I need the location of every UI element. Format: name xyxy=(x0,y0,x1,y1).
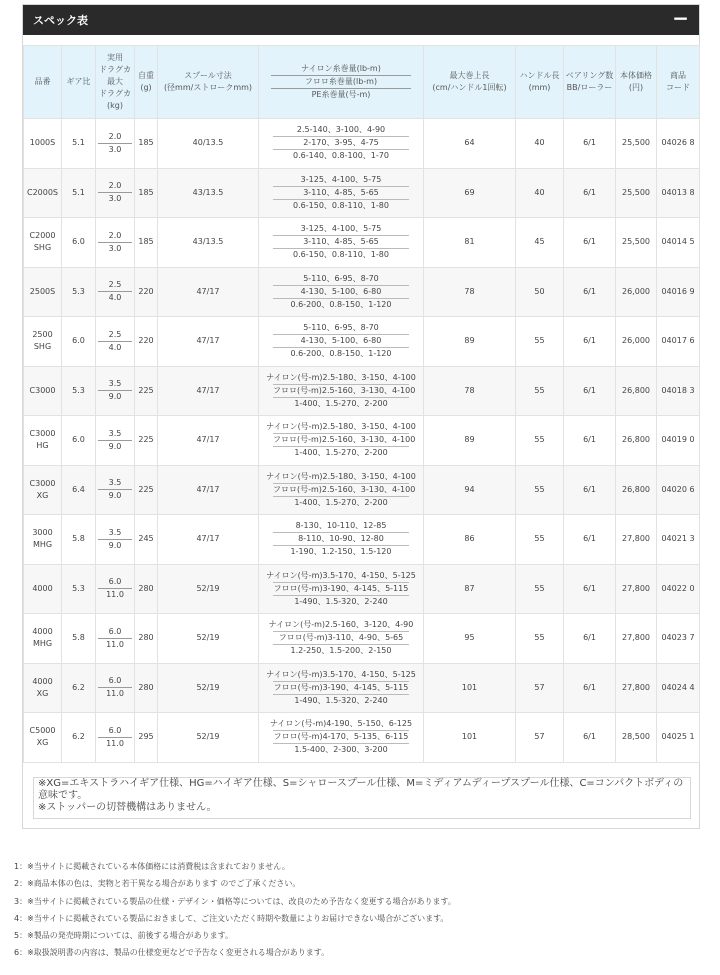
header-part-no: 品番 xyxy=(24,46,62,119)
cell-max-wind: 87 xyxy=(424,564,516,614)
cell-price: 26,800 xyxy=(616,366,657,416)
cell-handle: 40 xyxy=(516,119,564,169)
cell-drag: 2.5 4.0 xyxy=(96,317,135,367)
cell-handle: 55 xyxy=(516,416,564,466)
cell-price: 25,500 xyxy=(616,168,657,218)
cell-price: 26,000 xyxy=(616,317,657,367)
cell-handle: 40 xyxy=(516,168,564,218)
note-abbreviations: ※XG=エキストラハイギア仕様、HG=ハイギア仕様、S=シャロースプール仕様、M=ミディアムディープスプール仕様、C=コンパクトボディの意味です。 xyxy=(38,778,684,801)
footnote-item: 5：※製品の発売時期については、前後する場合があります。 xyxy=(14,931,233,941)
cell-bearing: 6/1 xyxy=(564,168,616,218)
table-row xyxy=(24,713,700,763)
cell-part-no: C3000 HG xyxy=(24,416,62,466)
cell-code: 04018 3 xyxy=(657,366,700,416)
cell-handle: 45 xyxy=(516,218,564,268)
cell-drag: 6.0 11.0 xyxy=(96,614,135,664)
cell-weight: 295 xyxy=(135,713,158,763)
cell-weight: 185 xyxy=(135,168,158,218)
cell-spool: 47/17 xyxy=(158,366,259,416)
spec-panel xyxy=(22,4,700,829)
cell-code: 04020 6 xyxy=(657,465,700,515)
cell-max-wind: 81 xyxy=(424,218,516,268)
cell-max-wind: 69 xyxy=(424,168,516,218)
cell-handle: 55 xyxy=(516,515,564,565)
cell-part-no: 3000 MHG xyxy=(24,515,62,565)
cell-bearing: 6/1 xyxy=(564,119,616,169)
cell-line-capacity: 3-125、4-100、5-75 3-110、4-85、5-65 0.6-150、0.8-110、1-80 xyxy=(259,218,424,268)
cell-line-capacity: ナイロン(号-m)3.5-170、4-150、5-125 フロロ(号-m)3-190、4-145、5-115 1-490、1.5-320、2-240 xyxy=(259,564,424,614)
collapse-toggle-icon[interactable]: − xyxy=(672,6,689,30)
cell-max-wind: 89 xyxy=(424,317,516,367)
cell-price: 26,800 xyxy=(616,465,657,515)
cell-spool: 47/17 xyxy=(158,267,259,317)
cell-max-wind: 78 xyxy=(424,267,516,317)
table-header-row xyxy=(24,46,700,119)
cell-max-wind: 89 xyxy=(424,416,516,466)
cell-max-wind: 78 xyxy=(424,366,516,416)
cell-code: 04013 8 xyxy=(657,168,700,218)
cell-spool: 47/17 xyxy=(158,515,259,565)
cell-bearing: 6/1 xyxy=(564,564,616,614)
cell-code: 04014 5 xyxy=(657,218,700,268)
cell-line-capacity: 5-110、6-95、8-70 4-130、5-100、6-80 0.6-200、0.8-150、1-120 xyxy=(259,317,424,367)
cell-bearing: 6/1 xyxy=(564,713,616,763)
cell-weight: 280 xyxy=(135,564,158,614)
cell-gear-ratio: 5.3 xyxy=(62,564,96,614)
cell-weight: 280 xyxy=(135,663,158,713)
cell-weight: 220 xyxy=(135,317,158,367)
header-handle: ハンドル長 (mm) xyxy=(516,46,564,119)
cell-bearing: 6/1 xyxy=(564,663,616,713)
cell-code: 04019 0 xyxy=(657,416,700,466)
cell-gear-ratio: 5.3 xyxy=(62,366,96,416)
spec-table xyxy=(23,45,700,763)
cell-handle: 55 xyxy=(516,614,564,664)
cell-line-capacity: ナイロン(号-m)4-190、5-150、6-125 フロロ(号-m)4-170、5-135、6-115 1.5-400、2-300、3-200 xyxy=(259,713,424,763)
cell-line-capacity: 5-110、6-95、8-70 4-130、5-100、6-80 0.6-200、0.8-150、1-120 xyxy=(259,267,424,317)
footnote-item: 6：※取扱説明書の内容は、製品の仕様変更などで予告なく変更される場合があります。 xyxy=(14,948,330,958)
cell-part-no: 2500 SHG xyxy=(24,317,62,367)
cell-part-no: 1000S xyxy=(24,119,62,169)
cell-part-no: 4000 xyxy=(24,564,62,614)
table-row xyxy=(24,168,700,218)
footnote-list xyxy=(14,858,714,962)
cell-drag: 3.5 9.0 xyxy=(96,366,135,416)
cell-code: 04021 3 xyxy=(657,515,700,565)
cell-gear-ratio: 6.0 xyxy=(62,317,96,367)
cell-bearing: 6/1 xyxy=(564,465,616,515)
cell-code: 04023 7 xyxy=(657,614,700,664)
table-row xyxy=(24,366,700,416)
cell-drag: 3.5 9.0 xyxy=(96,515,135,565)
cell-gear-ratio: 5.1 xyxy=(62,168,96,218)
cell-max-wind: 95 xyxy=(424,614,516,664)
cell-part-no: 4000 MHG xyxy=(24,614,62,664)
cell-price: 27,800 xyxy=(616,515,657,565)
cell-spool: 47/17 xyxy=(158,465,259,515)
cell-line-capacity: ナイロン(号-m)2.5-160、3-120、4-90 フロロ(号-m)3-110、4-90、5-65 1.2-250、1.5-200、2-150 xyxy=(259,614,424,664)
cell-bearing: 6/1 xyxy=(564,218,616,268)
cell-part-no: C2000S xyxy=(24,168,62,218)
header-code: 商品 コード xyxy=(657,46,700,119)
header-price: 本体価格 (円) xyxy=(616,46,657,119)
cell-handle: 55 xyxy=(516,465,564,515)
cell-gear-ratio: 6.0 xyxy=(62,416,96,466)
cell-bearing: 6/1 xyxy=(564,614,616,664)
cell-max-wind: 94 xyxy=(424,465,516,515)
cell-bearing: 6/1 xyxy=(564,416,616,466)
cell-spool: 52/19 xyxy=(158,663,259,713)
cell-code: 04025 1 xyxy=(657,713,700,763)
footnote-item: 2：※商品本体の色は、実物と若干異なる場合があります のでご了承ください。 xyxy=(14,879,301,889)
cell-weight: 225 xyxy=(135,465,158,515)
cell-price: 25,500 xyxy=(616,218,657,268)
cell-gear-ratio: 6.2 xyxy=(62,663,96,713)
cell-price: 26,800 xyxy=(616,416,657,466)
note-stopper: ※ストッパーの切替機構はありません。 xyxy=(38,802,217,813)
cell-line-capacity: 2.5-140、3-100、4-90 2-170、3-95、4-75 0.6-140、0.8-100、1-70 xyxy=(259,119,424,169)
cell-gear-ratio: 5.3 xyxy=(62,267,96,317)
header-max-wind: 最大巻上長 (cm/ハンドル1回転) xyxy=(424,46,516,119)
table-row xyxy=(24,564,700,614)
cell-max-wind: 101 xyxy=(424,713,516,763)
header-line-capacity: ナイロン糸巻量(lb-m) フロロ糸巻量(lb-m) PE糸巻量(号-m) xyxy=(259,46,424,119)
cell-handle: 55 xyxy=(516,564,564,614)
cell-bearing: 6/1 xyxy=(564,366,616,416)
cell-code: 04022 0 xyxy=(657,564,700,614)
cell-weight: 245 xyxy=(135,515,158,565)
cell-code: 04026 8 xyxy=(657,119,700,169)
cell-code: 04016 9 xyxy=(657,267,700,317)
cell-weight: 225 xyxy=(135,366,158,416)
cell-price: 27,800 xyxy=(616,614,657,664)
table-row xyxy=(24,218,700,268)
cell-gear-ratio: 5.1 xyxy=(62,119,96,169)
cell-drag: 2.0 3.0 xyxy=(96,119,135,169)
cell-part-no: C3000 XG xyxy=(24,465,62,515)
cell-weight: 185 xyxy=(135,218,158,268)
spec-notes xyxy=(33,777,691,819)
cell-line-capacity: ナイロン(号-m)2.5-180、3-150、4-100 フロロ(号-m)2.5-160、3-130、4-100 1-400、1.5-270、2-200 xyxy=(259,366,424,416)
cell-drag: 3.5 9.0 xyxy=(96,416,135,466)
cell-line-capacity: 3-125、4-100、5-75 3-110、4-85、5-65 0.6-150、0.8-110、1-80 xyxy=(259,168,424,218)
header-drag: 実用 ドラグカ 最大 ドラグカ (kg) xyxy=(96,46,135,119)
cell-drag: 2.0 3.0 xyxy=(96,218,135,268)
cell-drag: 2.5 4.0 xyxy=(96,267,135,317)
cell-handle: 57 xyxy=(516,713,564,763)
spec-table-body xyxy=(24,119,700,763)
table-row xyxy=(24,317,700,367)
spec-panel-header xyxy=(23,5,699,35)
cell-drag: 6.0 11.0 xyxy=(96,663,135,713)
table-row xyxy=(24,515,700,565)
table-row xyxy=(24,416,700,466)
cell-max-wind: 101 xyxy=(424,663,516,713)
cell-part-no: 4000 XG xyxy=(24,663,62,713)
table-row xyxy=(24,119,700,169)
cell-spool: 40/13.5 xyxy=(158,119,259,169)
cell-price: 28,500 xyxy=(616,713,657,763)
cell-line-capacity: 8-130、10-110、12-85 8-110、10-90、12-80 1-190、1.2-150、1.5-120 xyxy=(259,515,424,565)
cell-drag: 3.5 9.0 xyxy=(96,465,135,515)
cell-weight: 185 xyxy=(135,119,158,169)
cell-spool: 43/13.5 xyxy=(158,218,259,268)
header-bearing: ベアリング数 BB/ローラー xyxy=(564,46,616,119)
cell-spool: 47/17 xyxy=(158,317,259,367)
cell-spool: 52/19 xyxy=(158,614,259,664)
cell-handle: 55 xyxy=(516,366,564,416)
cell-spool: 52/19 xyxy=(158,713,259,763)
cell-line-capacity: ナイロン(号-m)2.5-180、3-150、4-100 フロロ(号-m)2.5-160、3-130、4-100 1-400、1.5-270、2-200 xyxy=(259,416,424,466)
cell-gear-ratio: 5.8 xyxy=(62,515,96,565)
cell-handle: 55 xyxy=(516,317,564,367)
cell-weight: 225 xyxy=(135,416,158,466)
table-row xyxy=(24,614,700,664)
cell-part-no: C5000 XG xyxy=(24,713,62,763)
footnote-item: 4：※当サイトに掲載されている製品におきまして、ご注文いただく時期や数量によりお届けできない場合がございます。 xyxy=(14,913,449,923)
cell-gear-ratio: 6.4 xyxy=(62,465,96,515)
cell-drag: 2.0 3.0 xyxy=(96,168,135,218)
cell-gear-ratio: 6.2 xyxy=(62,713,96,763)
cell-bearing: 6/1 xyxy=(564,317,616,367)
table-row xyxy=(24,267,700,317)
cell-spool: 47/17 xyxy=(158,416,259,466)
cell-spool: 43/13.5 xyxy=(158,168,259,218)
cell-drag: 6.0 11.0 xyxy=(96,713,135,763)
cell-code: 04017 6 xyxy=(657,317,700,367)
cell-part-no: 2500S xyxy=(24,267,62,317)
cell-part-no: C2000 SHG xyxy=(24,218,62,268)
footnote-item: 1：※当サイトに掲載されている本体価格には消費税は含まれておりません。 xyxy=(14,862,290,871)
cell-code: 04024 4 xyxy=(657,663,700,713)
cell-part-no: C3000 xyxy=(24,366,62,416)
cell-handle: 57 xyxy=(516,663,564,713)
table-row xyxy=(24,663,700,713)
cell-line-capacity: ナイロン(号-m)2.5-180、3-150、4-100 フロロ(号-m)2.5-160、3-130、4-100 1-400、1.5-270、2-200 xyxy=(259,465,424,515)
cell-bearing: 6/1 xyxy=(564,515,616,565)
cell-weight: 220 xyxy=(135,267,158,317)
cell-line-capacity: ナイロン(号-m)3.5-170、4-150、5-125 フロロ(号-m)3-190、4-145、5-115 1-490、1.5-320、2-240 xyxy=(259,663,424,713)
table-row xyxy=(24,465,700,515)
footnote-item: 3：※当サイトに掲載されている製品の仕様・デザイン・価格等については、改良のため予告なく変更する場合があります。 xyxy=(14,896,456,906)
cell-bearing: 6/1 xyxy=(564,267,616,317)
cell-max-wind: 86 xyxy=(424,515,516,565)
cell-gear-ratio: 5.8 xyxy=(62,614,96,664)
cell-handle: 50 xyxy=(516,267,564,317)
header-gear-ratio: ギア比 xyxy=(62,46,96,119)
cell-price: 25,500 xyxy=(616,119,657,169)
cell-spool: 52/19 xyxy=(158,564,259,614)
cell-max-wind: 64 xyxy=(424,119,516,169)
cell-price: 26,000 xyxy=(616,267,657,317)
cell-gear-ratio: 6.0 xyxy=(62,218,96,268)
cell-price: 27,800 xyxy=(616,564,657,614)
cell-drag: 6.0 11.0 xyxy=(96,564,135,614)
header-weight: 自重 (g) xyxy=(135,46,158,119)
panel-title: スペック表 xyxy=(33,14,88,27)
header-spool: スプール寸法 (径mm/ストロークmm) xyxy=(158,46,259,119)
cell-price: 27,800 xyxy=(616,663,657,713)
cell-weight: 280 xyxy=(135,614,158,664)
